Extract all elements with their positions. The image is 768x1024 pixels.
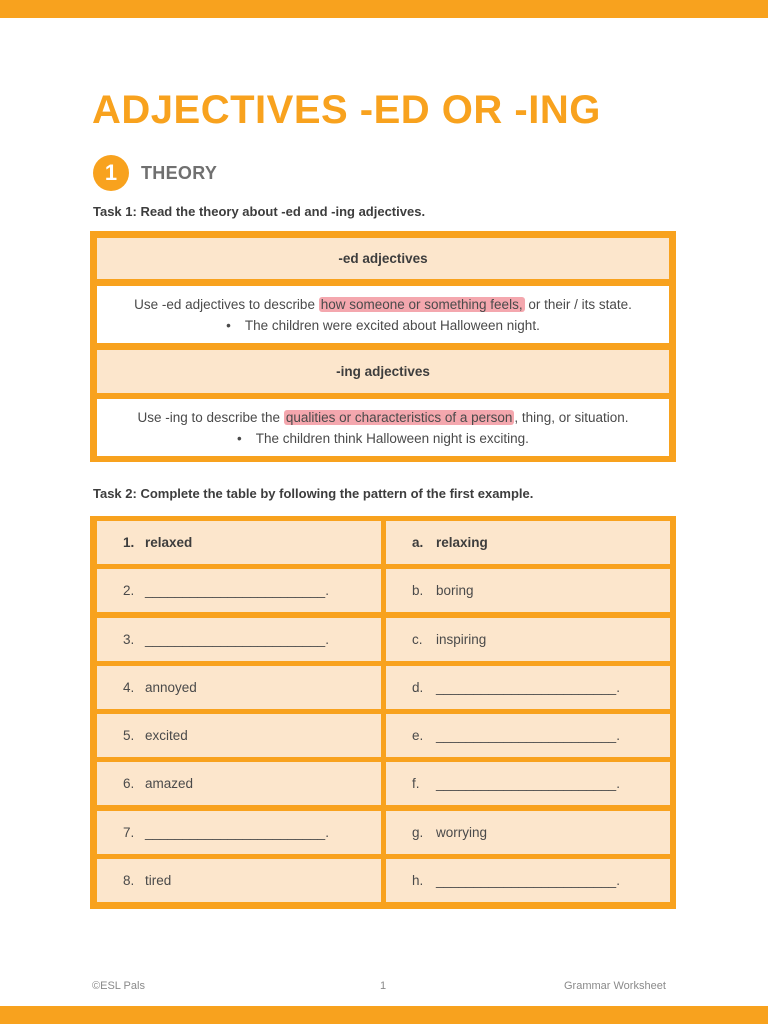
table-cell-left [97, 521, 381, 564]
answer-blank[interactable]: ________________________. [436, 680, 620, 695]
table-cell-right [386, 569, 670, 612]
item-marker: 8. [123, 873, 135, 888]
table-cell-left [97, 714, 381, 757]
bullet-dot: • [237, 430, 242, 446]
ing-rule-highlight: qualities or characteristics of a person [285, 409, 513, 425]
table-cell-right[interactable] [386, 762, 670, 805]
item-marker: h. [412, 873, 424, 888]
bullet-dot: • [226, 317, 231, 333]
item-text: amazed [145, 776, 194, 791]
ed-rule [134, 297, 632, 312]
item-marker: c. [412, 632, 423, 647]
theory-table [90, 231, 676, 462]
item-text: boring [436, 583, 474, 598]
answer-blank[interactable]: ________________________. [145, 583, 329, 598]
item-marker: e. [412, 728, 424, 743]
table-cell-left [97, 762, 381, 805]
answer-blank[interactable]: ________________________. [436, 728, 620, 743]
bottom-accent-bar [0, 1006, 768, 1024]
table-cell-left[interactable] [97, 618, 381, 661]
ing-rule-end: , thing, or situation. [514, 409, 629, 425]
answer-blank[interactable]: ________________________. [436, 873, 620, 888]
footer-page-number: 1 [380, 980, 387, 992]
ed-rule-start: Use -ed adjectives to describe [134, 296, 319, 312]
item-text: tired [145, 873, 172, 888]
item-text: relaxed [145, 535, 193, 550]
answer-blank[interactable]: ________________________. [145, 632, 329, 647]
top-accent-bar [0, 0, 768, 18]
table-cell-left [97, 666, 381, 709]
section-heading [93, 155, 217, 191]
ed-example [226, 318, 540, 333]
ing-rule-start: Use -ing to describe the [137, 409, 284, 425]
item-text: inspiring [436, 632, 487, 647]
table-cell-right[interactable] [386, 666, 670, 709]
ing-rule [137, 410, 628, 425]
table-cell-right[interactable] [386, 859, 670, 902]
page-title: ADJECTIVES -ED OR -ING [92, 88, 601, 132]
table-cell-right[interactable] [386, 714, 670, 757]
exercise-table [90, 516, 676, 909]
ed-adjectives-body [97, 286, 669, 343]
item-marker: 7. [123, 825, 135, 840]
item-marker: 4. [123, 680, 135, 695]
ed-heading-text: -ed adjectives [338, 251, 428, 266]
item-text: annoyed [145, 680, 197, 695]
ed-rule-end: or their / its state. [524, 296, 632, 312]
ing-heading-text: -ing adjectives [336, 364, 430, 379]
ing-adjectives-heading [97, 350, 669, 393]
task2-instruction: Task 2: Complete the table by following the pattern of the first example. [93, 486, 534, 501]
table-cell-left[interactable] [97, 569, 381, 612]
ing-example-text: The children think Halloween night is exciting. [255, 430, 529, 446]
answer-blank[interactable]: ________________________. [145, 825, 329, 840]
item-marker: 1. [123, 535, 135, 550]
footer-document-type: Grammar Worksheet [564, 980, 666, 992]
item-marker: 6. [123, 776, 135, 791]
item-marker: 2. [123, 583, 135, 598]
item-marker: a. [412, 535, 424, 550]
item-text: worrying [436, 825, 488, 840]
item-marker: 3. [123, 632, 135, 647]
ed-rule-highlight: how someone or something feels, [320, 296, 523, 312]
ing-example [237, 431, 529, 446]
table-cell-right [386, 618, 670, 661]
answer-blank[interactable]: ________________________. [436, 776, 620, 791]
footer-copyright: ©ESL Pals [92, 980, 145, 992]
item-marker: g. [412, 825, 424, 840]
table-cell-left [97, 859, 381, 902]
table-cell-right [386, 521, 670, 564]
ed-adjectives-heading [97, 238, 669, 279]
table-cell-right [386, 811, 670, 854]
section-number-badge: 1 [93, 155, 129, 191]
ed-example-text: The children were excited about Halloween night. [244, 317, 540, 333]
item-text: relaxing [436, 535, 488, 550]
ing-adjectives-body [97, 399, 669, 456]
item-marker: b. [412, 583, 424, 598]
item-marker: 5. [123, 728, 135, 743]
item-marker: f. [412, 776, 420, 791]
table-cell-left[interactable] [97, 811, 381, 854]
task1-instruction: Task 1: Read the theory about -ed and -ing adjectives. [93, 204, 426, 219]
item-text: excited [145, 728, 188, 743]
section-label: THEORY [141, 162, 218, 183]
item-marker: d. [412, 680, 424, 695]
